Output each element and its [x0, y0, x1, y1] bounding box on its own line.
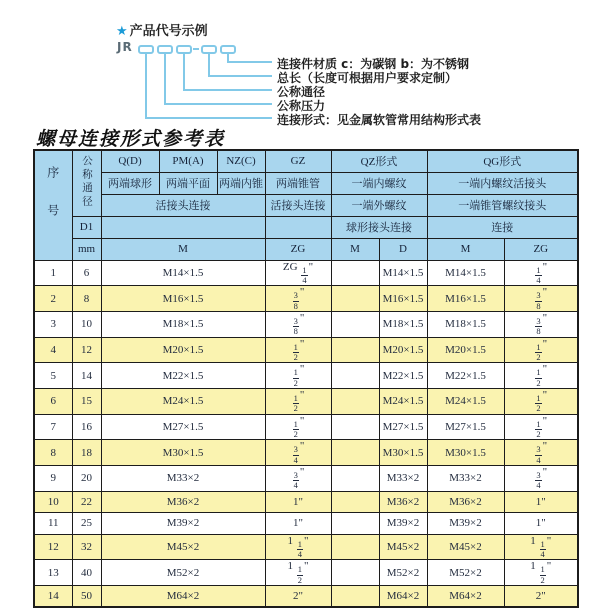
- qz-subtitle-1: 一端内螺纹: [331, 172, 427, 194]
- table-row: [34, 440, 578, 466]
- col-header-nominal: [72, 150, 101, 216]
- diagram-label-material: 连接件材质 c：为碳钢 b：为不锈钢: [277, 57, 470, 71]
- table-row: [34, 311, 578, 337]
- connector-line: [183, 89, 272, 91]
- table-row: [34, 560, 578, 586]
- qz-d-cell: M14×1.5: [379, 260, 427, 286]
- qg-m-cell: M20×1.5: [427, 337, 504, 363]
- code-box-3: [176, 45, 192, 54]
- connector-line: [164, 103, 272, 105]
- connector-line: [164, 54, 166, 105]
- qg-connection-label: 连接: [427, 216, 578, 238]
- qg-zg-cell: $\frac{1}{4}$ ": [504, 260, 578, 286]
- gz-zg-cell: $\frac{3}{8}$ ": [265, 286, 331, 312]
- diagram-title: [116, 20, 208, 39]
- m-unit-label: M: [101, 238, 265, 260]
- table-title: 螺母连接形式参考表: [36, 128, 226, 150]
- dn-cell: 25: [72, 513, 101, 535]
- qz-m-cell: [331, 534, 379, 560]
- m-cell: M22×1.5: [101, 363, 265, 389]
- dn-cell: 14: [72, 363, 101, 389]
- dn-cell: 22: [72, 491, 101, 513]
- diagram-label-connection: 连接形式：见金属软管常用结构形式表: [277, 113, 482, 127]
- qg-m-cell: M39×2: [427, 513, 504, 535]
- gz-zg-cell: 2": [265, 586, 331, 608]
- union-connection-label: 活接头连接: [101, 194, 265, 216]
- qg-zg-unit-label: ZG: [504, 238, 578, 260]
- seq-cell: 3: [34, 311, 72, 337]
- table-row: [34, 466, 578, 492]
- qg-m-cell: M18×1.5: [427, 311, 504, 337]
- qz-m-cell: [331, 466, 379, 492]
- dn-cell: 32: [72, 534, 101, 560]
- col-header-gz: GZ: [265, 150, 331, 172]
- qg-zg-cell: 1 $\frac{1}{4}$ ": [504, 534, 578, 560]
- connector-line: [208, 54, 210, 77]
- dn-cell: 16: [72, 414, 101, 440]
- qg-zg-cell: 1": [504, 491, 578, 513]
- qz-m-cell: [331, 363, 379, 389]
- qz-d-cell: M52×2: [379, 560, 427, 586]
- m-cell: M52×2: [101, 560, 265, 586]
- table-row: [34, 414, 578, 440]
- qz-d-cell: M16×1.5: [379, 286, 427, 312]
- qg-zg-cell: 1": [504, 513, 578, 535]
- gz-zg-cell: $\frac{1}{2}$ ": [265, 414, 331, 440]
- table-row: [34, 337, 578, 363]
- qg-m-cell: M64×2: [427, 586, 504, 608]
- m-cell: M14×1.5: [101, 260, 265, 286]
- qz-m-cell: [331, 513, 379, 535]
- qz-d-unit-label: D: [379, 238, 427, 260]
- qz-m-cell: [331, 586, 379, 608]
- qg-zg-cell: $\frac{1}{2}$ ": [504, 363, 578, 389]
- qg-m-unit-label: M: [427, 238, 504, 260]
- dn-cell: 10: [72, 311, 101, 337]
- qg-zg-cell: $\frac{1}{2}$ ": [504, 414, 578, 440]
- seq-cell: 4: [34, 337, 72, 363]
- qg-subtitle-1: 一端内螺纹活接头: [427, 172, 578, 194]
- qz-m-cell: [331, 260, 379, 286]
- code-prefix: JR: [117, 40, 133, 54]
- table-row: [34, 534, 578, 560]
- qg-m-cell: M36×2: [427, 491, 504, 513]
- nz-subtitle: 两端内锥: [217, 172, 265, 194]
- gz-zg-cell: ZG $\frac{1}{4}$ ": [265, 260, 331, 286]
- qg-zg-cell: $\frac{3}{4}$ ": [504, 440, 578, 466]
- code-box-5: [220, 45, 236, 54]
- qz-m-cell: [331, 388, 379, 414]
- m-cell: M24×1.5: [101, 388, 265, 414]
- gz-zg-cell: 1": [265, 491, 331, 513]
- table-row: [34, 513, 578, 535]
- qz-m-cell: [331, 491, 379, 513]
- m-cell: M30×1.5: [101, 440, 265, 466]
- m-cell: M20×1.5: [101, 337, 265, 363]
- qz-m-cell: [331, 440, 379, 466]
- seq-cell: 9: [34, 466, 72, 492]
- col-header-nominal-label: 公称通径: [81, 154, 92, 209]
- header-row-1: [34, 150, 578, 172]
- seq-cell: 8: [34, 440, 72, 466]
- qz-d-cell: M18×1.5: [379, 311, 427, 337]
- seq-cell: 13: [34, 560, 72, 586]
- dn-cell: 15: [72, 388, 101, 414]
- qz-m-cell: [331, 560, 379, 586]
- col-header-nz: NZ(C): [217, 150, 265, 172]
- table-row: [34, 363, 578, 389]
- mm-unit-label: mm: [72, 238, 101, 260]
- d1-label: D1: [72, 216, 101, 238]
- gz-zg-cell: 1 $\frac{1}{4}$ ": [265, 534, 331, 560]
- qg-m-cell: M16×1.5: [427, 286, 504, 312]
- table-row: [34, 286, 578, 312]
- code-box-1: [138, 45, 154, 54]
- m-cell: M18×1.5: [101, 311, 265, 337]
- seq-cell: 11: [34, 513, 72, 535]
- seq-cell: 2: [34, 286, 72, 312]
- q-subtitle: 两端球形: [101, 172, 159, 194]
- dn-cell: 50: [72, 586, 101, 608]
- connector-line: [145, 54, 147, 119]
- header-row-5: [34, 238, 578, 260]
- m-cell: M16×1.5: [101, 286, 265, 312]
- gz-zg-cell: $\frac{1}{2}$ ": [265, 337, 331, 363]
- diagram-label-length: 总长（长度可根据用户要求定制）: [277, 71, 458, 85]
- dn-cell: 18: [72, 440, 101, 466]
- qz-d-cell: M20×1.5: [379, 337, 427, 363]
- table-row: [34, 491, 578, 513]
- qg-zg-cell: $\frac{1}{2}$ ": [504, 337, 578, 363]
- connector-line: [208, 75, 272, 77]
- qg-m-cell: M30×1.5: [427, 440, 504, 466]
- table-row: [34, 586, 578, 608]
- dn-cell: 20: [72, 466, 101, 492]
- diagram-label-pressure: 公称压力: [277, 99, 326, 113]
- qz-d-cell: M36×2: [379, 491, 427, 513]
- qz-d-cell: M30×1.5: [379, 440, 427, 466]
- table-row: [34, 388, 578, 414]
- qg-zg-cell: $\frac{3}{8}$ ": [504, 286, 578, 312]
- qg-zg-cell: 2": [504, 586, 578, 608]
- col-header-qz: QZ形式: [331, 150, 427, 172]
- col-header-pm: PM(A): [159, 150, 217, 172]
- qg-m-cell: M52×2: [427, 560, 504, 586]
- seq-cell: 10: [34, 491, 72, 513]
- qg-zg-cell: 1 $\frac{1}{2}$ ": [504, 560, 578, 586]
- qz-d-cell: M33×2: [379, 466, 427, 492]
- connector-line: [183, 54, 185, 91]
- gz-zg-cell: 1 $\frac{1}{2}$ ": [265, 560, 331, 586]
- qz-d-cell: M24×1.5: [379, 388, 427, 414]
- gz-zg-cell: $\frac{1}{2}$ ": [265, 388, 331, 414]
- code-box-4: [201, 45, 217, 54]
- gz-zg-cell: $\frac{3}{4}$ ": [265, 466, 331, 492]
- qz-m-cell: [331, 414, 379, 440]
- seq-cell: 6: [34, 388, 72, 414]
- gz-zg-cell: $\frac{3}{8}$ ": [265, 311, 331, 337]
- qg-m-cell: M27×1.5: [427, 414, 504, 440]
- qg-zg-cell: $\frac{1}{2}$ ": [504, 388, 578, 414]
- col-header-seq-label: 序号: [45, 165, 60, 242]
- pm-subtitle: 两端平面: [159, 172, 217, 194]
- qg-zg-cell: $\frac{3}{4}$ ": [504, 466, 578, 492]
- dn-cell: 8: [72, 286, 101, 312]
- qg-m-cell: M45×2: [427, 534, 504, 560]
- gz-unit-label: ZG: [265, 238, 331, 260]
- qg-m-cell: M33×2: [427, 466, 504, 492]
- qz-d-cell: M22×1.5: [379, 363, 427, 389]
- gz-zg-cell: $\frac{3}{4}$ ": [265, 440, 331, 466]
- m-cell: M39×2: [101, 513, 265, 535]
- gz-zg-cell: 1": [265, 513, 331, 535]
- empty-cell: [265, 216, 331, 238]
- diagram-label-diameter: 公称通径: [277, 85, 326, 99]
- qz-m-cell: [331, 311, 379, 337]
- qg-zg-cell: $\frac{3}{8}$ ": [504, 311, 578, 337]
- col-header-q: Q(D): [101, 150, 159, 172]
- m-cell: M33×2: [101, 466, 265, 492]
- star-icon: ★: [116, 24, 128, 39]
- dn-cell: 12: [72, 337, 101, 363]
- qg-m-cell: M14×1.5: [427, 260, 504, 286]
- header-row-4: [34, 216, 578, 238]
- seq-cell: 12: [34, 534, 72, 560]
- gz-zg-cell: $\frac{1}{2}$ ": [265, 363, 331, 389]
- empty-cell: [101, 216, 265, 238]
- qz-d-cell: M39×2: [379, 513, 427, 535]
- header-row-2: [34, 172, 578, 194]
- m-cell: M27×1.5: [101, 414, 265, 440]
- diagram-title-text: 产品代号示例: [129, 24, 208, 39]
- qz-m-cell: [331, 286, 379, 312]
- connector-line: [145, 117, 272, 119]
- nut-connection-reference-table: [33, 149, 579, 608]
- dn-cell: 6: [72, 260, 101, 286]
- m-cell: M36×2: [101, 491, 265, 513]
- seq-cell: 7: [34, 414, 72, 440]
- qz-m-unit-label: M: [331, 238, 379, 260]
- qg-subtitle-2: 一端锥管螺纹接头: [427, 194, 578, 216]
- qg-m-cell: M22×1.5: [427, 363, 504, 389]
- qz-connection-label: 球形接头连接: [331, 216, 427, 238]
- col-header-seq: [34, 150, 72, 260]
- gz-connection-label: 活接头连接: [265, 194, 331, 216]
- seq-cell: 1: [34, 260, 72, 286]
- qz-d-cell: M27×1.5: [379, 414, 427, 440]
- header-row-3: [34, 194, 578, 216]
- qz-m-cell: [331, 337, 379, 363]
- gz-subtitle: 两端锥管: [265, 172, 331, 194]
- qz-d-cell: M45×2: [379, 534, 427, 560]
- code-dash: [193, 48, 199, 50]
- qz-d-cell: M64×2: [379, 586, 427, 608]
- qz-subtitle-2: 一端外螺纹: [331, 194, 427, 216]
- connector-line: [227, 61, 272, 63]
- col-header-qg: QG形式: [427, 150, 578, 172]
- m-cell: M64×2: [101, 586, 265, 608]
- qg-m-cell: M24×1.5: [427, 388, 504, 414]
- m-cell: M45×2: [101, 534, 265, 560]
- seq-cell: 5: [34, 363, 72, 389]
- code-box-2: [157, 45, 173, 54]
- seq-cell: 14: [34, 586, 72, 608]
- dn-cell: 40: [72, 560, 101, 586]
- table-row: [34, 260, 578, 286]
